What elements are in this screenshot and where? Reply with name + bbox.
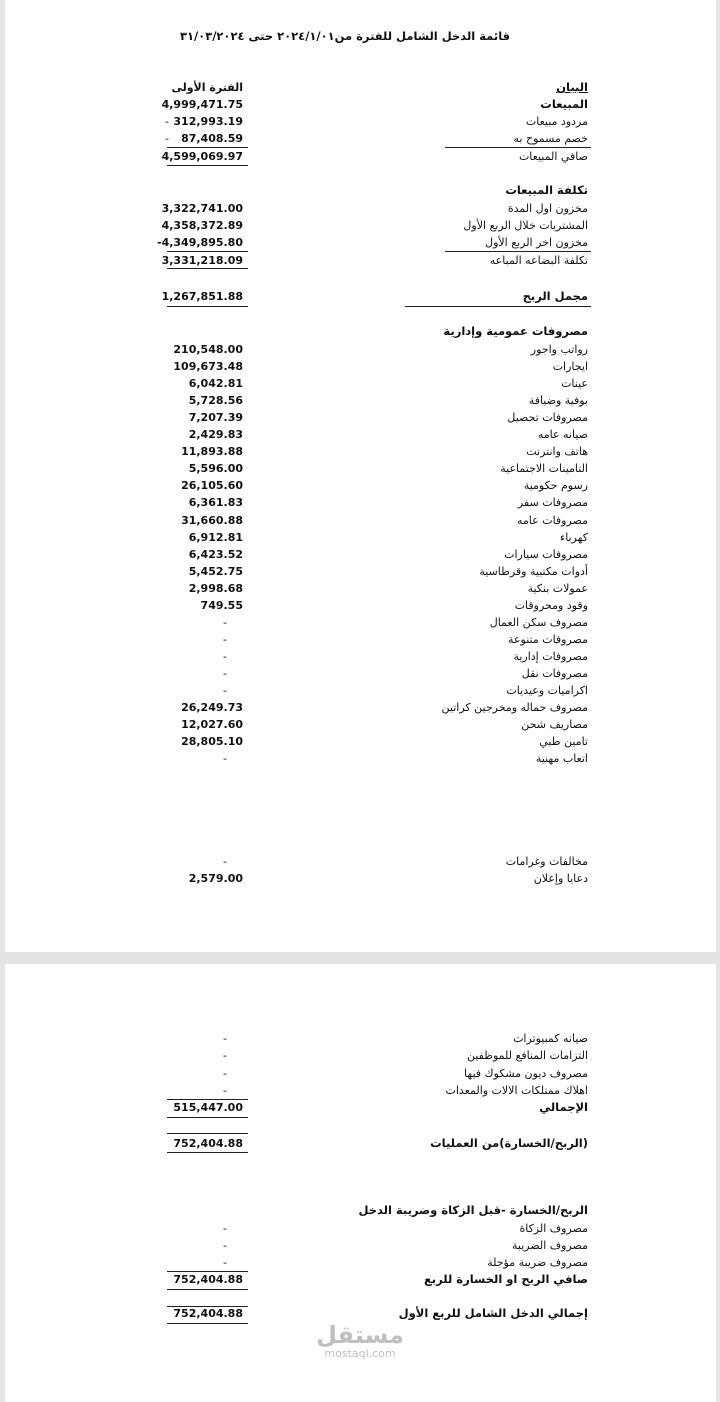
fines-row: [5, 853, 716, 870]
line-item-label: رسوم حكومية: [523, 479, 588, 493]
line-item-label: أدوات مكتبية وقرطاسية: [479, 564, 588, 578]
line-item-label: مصروفات سفر: [517, 496, 588, 510]
line-item-value: -: [223, 666, 227, 680]
line-item-value: -: [223, 632, 227, 646]
line-item-label: مصروف الزكاة: [519, 1222, 588, 1235]
line-item-row: [5, 665, 716, 682]
line-item-value: 26,105.60: [181, 479, 243, 493]
line-item-row: [5, 358, 716, 375]
line-item-label: مصروفات متنوعة: [508, 632, 588, 646]
watermark-arabic: مستقل: [316, 1321, 404, 1349]
expenses-total-label: الإجمالي: [539, 1100, 588, 1114]
line-item-row: [5, 477, 716, 494]
cogs-opening-row: [5, 200, 716, 217]
net-profit-row: [5, 1271, 716, 1288]
line-item-label: رواتب واجور: [530, 343, 588, 356]
line-item-label: التامينات الاجتماعية: [500, 462, 588, 476]
line-item-label: عينات: [561, 377, 588, 391]
divider: [167, 1133, 248, 1134]
line-item-label: بوفية وضيافة: [528, 394, 588, 408]
line-item-label: مصروف حماله ومخرجين كراتين: [441, 701, 588, 715]
purchases-value: 4,358,372.89: [161, 219, 243, 232]
expenses-heading: مصروفات عمومية وإدارية: [443, 324, 588, 338]
line-item-label: مصروفات تحصيل: [507, 411, 588, 425]
line-item-row: [5, 1254, 716, 1271]
line-item-row: [5, 1047, 716, 1064]
line-item-value: -: [223, 615, 227, 629]
line-item-row: [5, 733, 716, 750]
line-item-value: 6,361.83: [188, 496, 243, 510]
cogs-purchases-row: [5, 217, 716, 234]
line-item-row: [5, 494, 716, 511]
line-item-label: مصروف ضريبة مؤجلة: [487, 1256, 588, 1269]
cogs-heading-row: [5, 182, 716, 199]
line-item-label: هاتف وانترنت: [526, 445, 588, 459]
ads-label: دعايا وإعلان: [533, 872, 588, 885]
item-column-header: البيان: [556, 80, 588, 94]
line-item-row: [5, 682, 716, 699]
line-item-row: [5, 426, 716, 443]
line-item-value: 2,998.68: [188, 581, 243, 595]
line-item-row: [5, 460, 716, 477]
line-item-label: مصروفات نقل: [521, 666, 588, 680]
line-item-value: -: [223, 1083, 227, 1097]
line-item-label: التزامات المنافع للموظفين: [466, 1049, 588, 1063]
line-item-value: 5,728.56: [188, 394, 243, 408]
line-item-value: 109,673.48: [173, 360, 243, 374]
watermark-url: mostaql.com: [324, 1347, 396, 1360]
line-item-value: 749.55: [200, 598, 243, 612]
line-item-value: -: [223, 684, 227, 697]
line-item-value: -: [223, 1222, 227, 1235]
operating-value: 752,404.88: [173, 1137, 243, 1150]
line-item-label: ايجارات: [552, 360, 588, 374]
line-item-value: 12,027.60: [181, 718, 243, 732]
line-item-label: تامين طبي: [539, 735, 588, 749]
pretax-heading: الربح/الخسارة -قبل الزكاة وضريبة الدخل: [358, 1203, 588, 1217]
line-item-row: [5, 546, 716, 563]
line-item-value: -: [223, 1066, 227, 1080]
cogs-total-label: تكلفة البضاعه المباعه: [489, 254, 588, 267]
line-item-value: -: [223, 1049, 227, 1063]
line-item-row: [5, 375, 716, 392]
line-item-label: اتعاب مهنية: [535, 752, 588, 766]
line-item-label: مصاريف شحن: [521, 718, 588, 732]
line-item-row: [5, 1065, 716, 1082]
gross-profit-label: مجمل الربح: [522, 289, 588, 303]
net-sales-label: صافي المبيعات: [518, 150, 588, 163]
mostaql-watermark: [310, 1322, 410, 1360]
line-item-value: 11,893.88: [181, 445, 243, 459]
cogs-total-row: [5, 252, 716, 269]
line-item-value: 5,596.00: [188, 462, 243, 476]
divider: [167, 1323, 248, 1324]
comprehensive-row: [5, 1305, 716, 1322]
line-item-value: 28,805.10: [181, 735, 243, 749]
comprehensive-label: إجمالي الدخل الشامل للربع الأول: [398, 1306, 588, 1320]
gross-profit-row: [5, 288, 716, 305]
line-item-row: [5, 699, 716, 716]
line-item-value: 2,429.83: [188, 428, 243, 442]
line-item-row: [5, 1030, 716, 1047]
fines-value: -: [223, 855, 227, 868]
line-item-label: مصروف سكن العمال: [489, 615, 588, 629]
ads-row: [5, 870, 716, 887]
line-item-row: [5, 716, 716, 733]
line-item-row: [5, 563, 716, 580]
divider: [167, 1117, 248, 1118]
line-item-value: 5,452.75: [188, 564, 243, 578]
sales-heading: المبيعات: [540, 97, 588, 111]
net-profit-label: صافي الربح او الخسارة للربع: [423, 1272, 588, 1286]
line-item-row: [5, 750, 716, 767]
expenses-heading-row: [5, 323, 716, 340]
line-item-value: 210,548.00: [173, 343, 243, 356]
divider: [167, 268, 248, 269]
sales-discount-sign: -: [165, 132, 169, 145]
line-item-label: اهلاك ممتلكات الالات والمعدات: [445, 1083, 588, 1097]
line-item-row: [5, 631, 716, 648]
comprehensive-value: 752,404.88: [173, 1307, 243, 1320]
line-item-value: -: [223, 752, 227, 766]
line-item-value: -: [223, 1032, 227, 1045]
divider: [167, 1152, 248, 1153]
header-row: [5, 79, 716, 96]
line-item-value: 6,042.81: [188, 377, 243, 391]
line-item-row: [5, 409, 716, 426]
line-item-value: -: [223, 1256, 227, 1269]
line-item-row: [5, 1237, 716, 1254]
cogs-heading: تكلفة المبيعات: [505, 183, 588, 197]
line-item-label: مصروف الضريبة: [511, 1239, 588, 1252]
divider: [167, 1289, 248, 1290]
line-item-value: 6,423.52: [188, 547, 243, 561]
line-item-label: عمولات بنكية: [527, 581, 588, 595]
cogs-closing-row: [5, 234, 716, 251]
line-item-row: [5, 597, 716, 614]
line-item-row: [5, 648, 716, 665]
sales-returns-sign: -: [165, 115, 169, 128]
line-item-row: [5, 512, 716, 529]
line-item-value: 7,207.39: [188, 411, 243, 425]
expenses-total-row: [5, 1099, 716, 1116]
sales-returns-row: [5, 113, 716, 130]
divider: [167, 165, 248, 166]
sales-gross-value: 4,999,471.75: [161, 98, 243, 111]
net-sales-row: [5, 148, 716, 165]
line-item-value: 26,249.73: [181, 701, 243, 715]
period-column-header: الفترة الأولى: [171, 81, 243, 94]
net-sales-value: 4,599,069.97: [161, 150, 243, 163]
operating-label: (الربح/الخسارة)من العمليات: [430, 1136, 588, 1150]
line-item-label: كهرباء: [560, 530, 588, 544]
divider: [167, 306, 248, 307]
line-item-label: وقود ومحروقات: [514, 598, 588, 612]
pretax-heading-row: [5, 1202, 716, 1219]
closing-inventory-label: مخزون اخر الربع الأول: [485, 236, 588, 249]
line-item-value: 6,912.81: [188, 530, 243, 544]
line-item-value: -: [223, 649, 227, 663]
line-item-row: [5, 614, 716, 631]
line-item-row: [5, 1082, 716, 1099]
line-item-row: [5, 341, 716, 358]
expenses-total-value: 515,447.00: [173, 1101, 243, 1114]
line-item-label: صيانه عامه: [537, 428, 588, 442]
line-item-label: اكراميات وعيديات: [506, 684, 588, 697]
line-item-row: [5, 443, 716, 460]
line-item-label: مصروف ديون مشكوك فيها: [464, 1066, 588, 1080]
sales-returns-label: مردود مبيعات: [525, 115, 588, 128]
statement-title: قائمة الدخل الشامل للفترة من٢٠٢٤/١/٠١ حتى ٣١/٠٣/٢٠٢٤: [179, 29, 511, 43]
statement-page-1: [5, 0, 716, 952]
line-item-row: [5, 529, 716, 546]
line-item-label: مصروفات عامه: [517, 513, 588, 527]
sales-discount-label: خصم مسموح به: [513, 132, 588, 145]
line-item-row: [5, 1220, 716, 1237]
line-item-label: مصروفات إدارية: [513, 649, 588, 663]
operating-row: [5, 1135, 716, 1152]
sales-discount-value: 87,408.59: [181, 132, 243, 145]
line-item-value: 31,660.88: [181, 513, 243, 527]
divider: [405, 306, 591, 307]
cogs-total-value: 3,331,218.09: [161, 254, 243, 267]
line-item-label: صيانه كمبيوترات: [513, 1032, 588, 1045]
line-item-value: -: [223, 1239, 227, 1252]
sales-row: [5, 96, 716, 113]
opening-inventory-label: مخزون اول المدة: [507, 202, 588, 215]
gross-profit-value: 1,267,851.88: [161, 290, 243, 303]
ads-value: 2,579.00: [188, 872, 243, 885]
net-profit-value: 752,404.88: [173, 1273, 243, 1286]
sales-returns-value: 312,993.19: [173, 115, 243, 128]
line-item-label: مصروفات سيارات: [504, 547, 588, 561]
closing-inventory-value: -4,349,895.80: [157, 236, 243, 249]
line-item-row: [5, 580, 716, 597]
purchases-label: المشتريات خلال الربع الأول: [463, 219, 588, 232]
line-item-row: [5, 392, 716, 409]
fines-label: مخالفات وغرامات: [505, 855, 588, 868]
sales-discount-row: [5, 130, 716, 147]
opening-inventory-value: 3,322,741.00: [161, 202, 243, 215]
